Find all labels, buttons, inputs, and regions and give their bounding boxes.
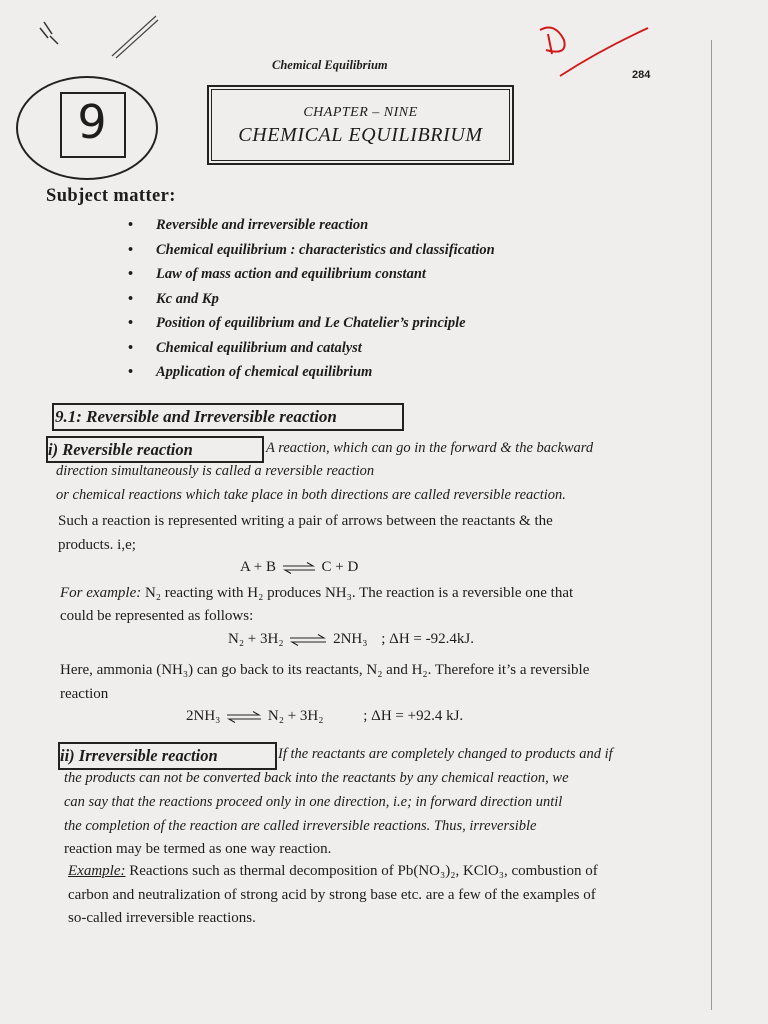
irreversible-example-line2: carbon and neutralization of strong acid by strong base etc. are a few of the examples of <box>68 887 596 903</box>
list-item: • Kc and Kp <box>128 290 219 307</box>
reversible-term: i) Reversible reaction <box>46 436 264 463</box>
example-label: For example: <box>60 585 142 601</box>
reversible-text-line2: products. i,e; <box>58 537 136 553</box>
reversible-text2-line1: Here, ammonia (NH₃) can go back to its reactants, N₂ and H₂. Therefore it’s a reversible <box>60 662 590 678</box>
chapter-label: CHAPTER – NINE <box>303 105 418 120</box>
bullet-icon: • <box>128 339 134 356</box>
equation-3 <box>186 708 463 725</box>
bullet-icon: • <box>128 241 134 258</box>
eq3-right: N₂ + 3H₂ <box>267 708 324 724</box>
irreversible-def-line2: the products can not be converted back into the reactants by any chemical reaction, we <box>64 770 569 786</box>
page-number: 284 <box>632 69 651 81</box>
subject-list <box>128 217 495 389</box>
example-text: Reactions such as thermal decomposition of Pb(NO₃)₂, KClO₃, combustion of <box>129 863 598 879</box>
bullet-icon: • <box>128 364 134 380</box>
eq3-left: 2NH₃ <box>186 708 221 724</box>
reversible-def-line2: direction simultaneously is called a reversible reaction <box>56 463 375 479</box>
example-label: Example: <box>68 863 126 879</box>
equation-2 <box>228 631 474 648</box>
list-item: • Chemical equilibrium : characteristics and classification <box>128 241 495 258</box>
bullet-icon: • <box>128 217 134 233</box>
irreversible-example-line1 <box>68 863 598 880</box>
page-fold-line <box>711 40 712 1010</box>
list-item: • Chemical equilibrium and catalyst <box>128 339 362 356</box>
eq1-left: A + B <box>240 559 276 575</box>
chapter-title: CHEMICAL EQUILIBRIUM <box>238 124 483 146</box>
equilibrium-arrow-icon <box>289 634 327 646</box>
equilibrium-arrow-icon <box>282 562 316 574</box>
irreversible-def-line4: the completion of the reaction are called irreversible reactions. Thus, irreversible <box>64 818 537 834</box>
irreversible-def-line5: reaction may be termed as one way reaction. <box>64 841 332 857</box>
section-title: 9.1: Reversible and Irreversible reaction <box>52 403 404 431</box>
reversible-text2-line2: reaction <box>60 686 109 702</box>
irreversible-term: ii) Irreversible reaction <box>58 742 277 770</box>
eq1-right: C + D <box>321 559 359 575</box>
irreversible-example-line3: so-called irreversible reactions. <box>68 910 256 926</box>
irreversible-def-line1: If the reactants are completely changed to products and if <box>278 746 613 762</box>
list-item: • Application of chemical equilibrium <box>128 364 373 380</box>
equilibrium-arrow-icon <box>226 711 262 723</box>
reversible-text-line1: Such a reaction is represented writing a pair of arrows between the reactants & the <box>58 513 553 529</box>
eq2-right: 2NH₃ <box>333 631 368 647</box>
eq2-left: N₂ + 3H₂ <box>228 631 284 647</box>
chapter-number: 9 <box>77 95 107 149</box>
reversible-def-line3: or chemical reactions which take place in both directions are called reversible reaction. <box>56 487 566 503</box>
bullet-icon: • <box>128 290 134 307</box>
reversible-example-line2: could be represented as follows: <box>60 608 254 624</box>
subject-heading: Subject matter: <box>46 186 176 206</box>
list-item: • Law of mass action and equilibrium constant <box>128 266 426 282</box>
example-text: N₂ reacting with H₂ produces NH₃. The reaction is a reversible one that <box>144 585 574 601</box>
chapter-title-box <box>207 85 514 165</box>
running-head: Chemical Equilibrium <box>272 58 388 72</box>
list-item: • Position of equilibrium and Le Chatelier’s principle <box>128 315 466 331</box>
reversible-def-line1: A reaction, which can go in the forward & the backward <box>266 440 594 456</box>
equation-1 <box>240 559 358 576</box>
bullet-icon: • <box>128 266 134 282</box>
bullet-icon: • <box>128 315 134 331</box>
eq3-enthalpy: ; ΔH = +92.4 kJ. <box>363 708 464 724</box>
list-item: • Reversible and irreversible reaction <box>128 217 369 233</box>
corner-scribble <box>30 8 170 68</box>
reversible-example-line1 <box>60 585 573 602</box>
irreversible-def-line3: can say that the reactions proceed only in one direction, i.e; in forward direction until <box>64 794 563 810</box>
eq2-enthalpy: ; ΔH = -92.4kJ. <box>381 631 474 647</box>
